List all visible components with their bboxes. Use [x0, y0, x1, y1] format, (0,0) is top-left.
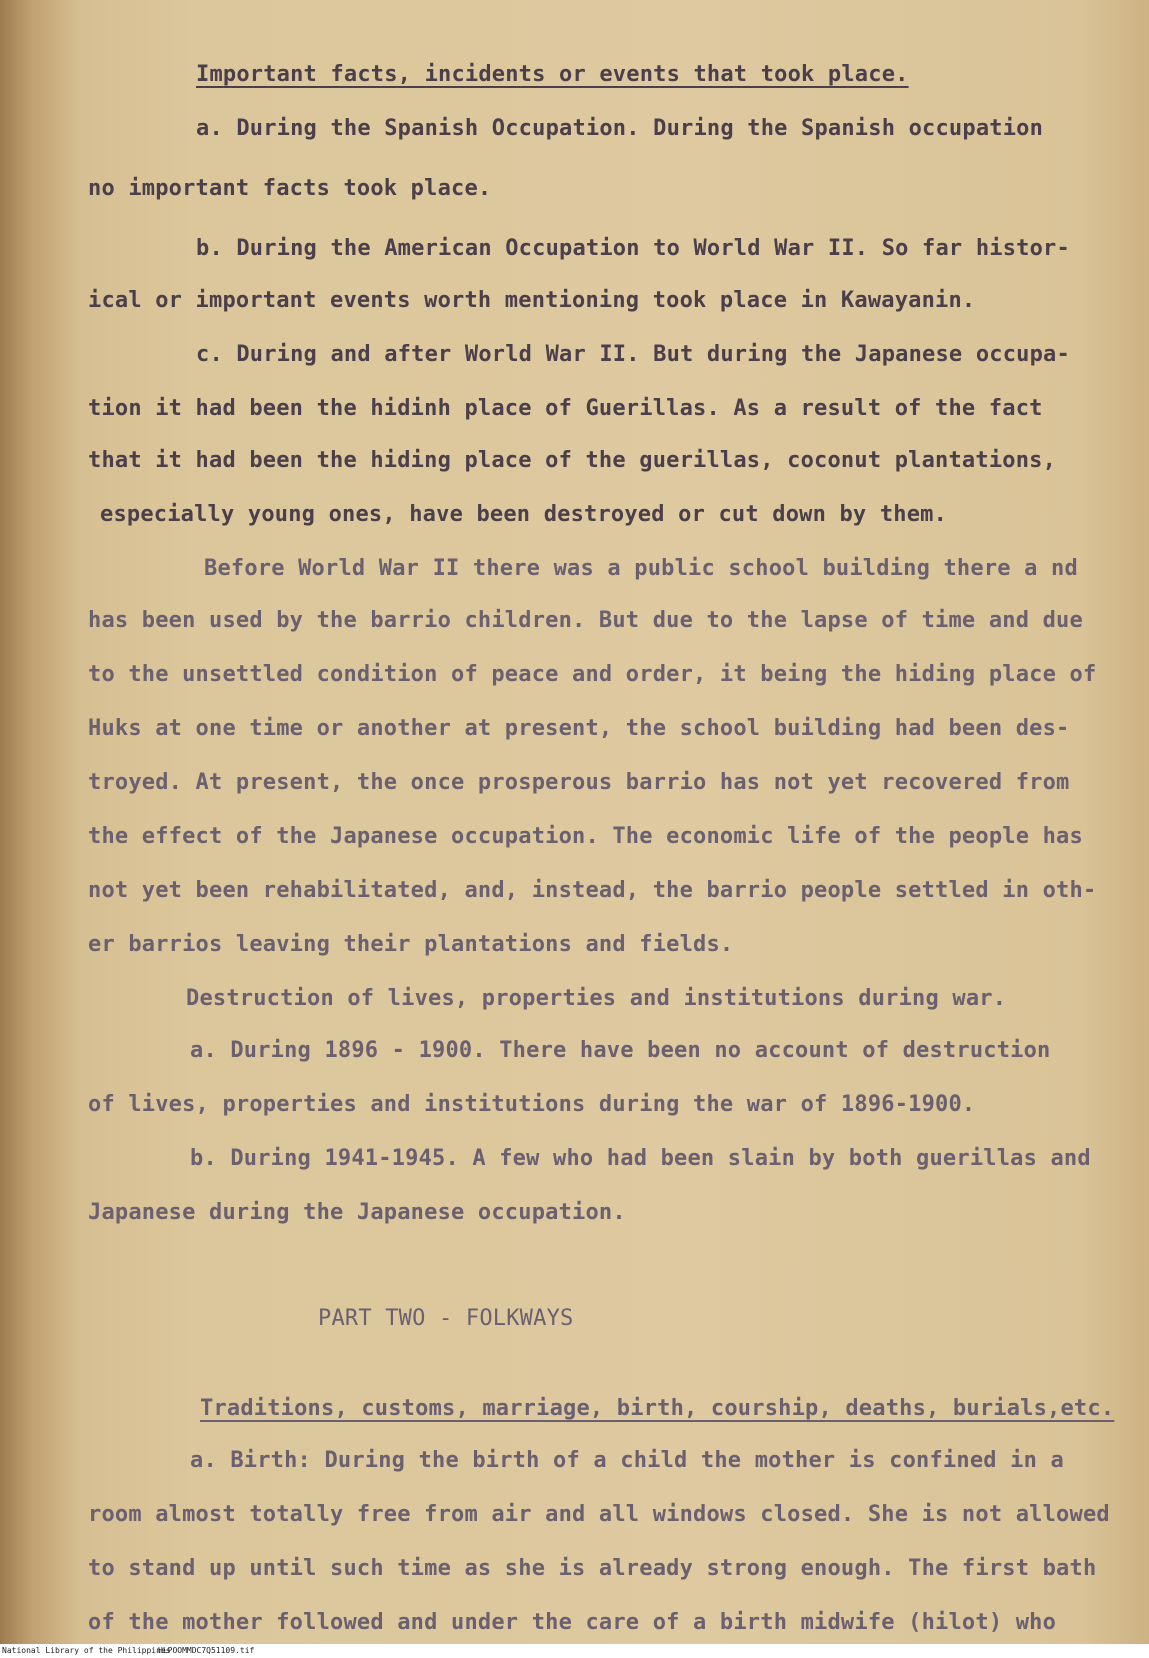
footer-library: National Library of the Philippines — [2, 1646, 171, 1655]
school-line-1: Before World War II there was a public school building there a nd — [204, 556, 1078, 581]
destruction-line-3: b. During 1941-1945. A few who had been slain by both guerillas and — [190, 1146, 1091, 1171]
school-line-5: troyed. At present, the once prosperous barrio has not yet recovered from — [88, 770, 1070, 795]
facts-line-5: c. During and after World War II. But during the Japanese occupa- — [196, 342, 1070, 367]
facts-line-8: especially young ones, have been destroyed or cut down by them. — [100, 502, 948, 527]
birth-line-4: of the mother followed and under the care of a birth midwife (hilot) who — [88, 1610, 1057, 1635]
destruction-line-2: of lives, properties and institutions during the war of 1896-1900. — [88, 1092, 976, 1117]
part-two-title: PART TWO - FOLKWAYS — [318, 1306, 574, 1331]
destruction-line-1: a. During 1896 - 1900. There have been no account of destruction — [190, 1038, 1051, 1063]
birth-line-3: to stand up until such time as she is already strong enough. The first bath — [88, 1556, 1097, 1581]
facts-line-2: no important facts took place. — [88, 176, 492, 201]
school-line-4: Huks at one time or another at present, the school building had been des- — [88, 716, 1070, 741]
school-line-2: has been used by the barrio children. But due to the lapse of time and due — [88, 608, 1083, 633]
heading-traditions: Traditions, customs, marriage, birth, courship, deaths, burials,etc. — [200, 1396, 1115, 1421]
facts-line-7: that it had been the hiding place of the guerillas, coconut plantations, — [88, 448, 1057, 473]
facts-line-6: tion it had been the hidinh place of Guerillas. As a result of the fact — [88, 396, 1043, 421]
birth-line-1: a. Birth: During the birth of a child the mother is confined in a — [190, 1448, 1064, 1473]
facts-line-3: b. During the American Occupation to World War II. So far histor- — [196, 236, 1070, 261]
facts-line-4: ical or important events worth mentioning took place in Kawayanin. — [88, 288, 976, 313]
facts-line-1: a. During the Spanish Occupation. During the Spanish occupation — [196, 116, 1044, 141]
birth-line-2: room almost totally free from air and all windows closed. She is not allowed — [88, 1502, 1110, 1527]
scan-footer — [0, 1644, 1149, 1658]
school-line-8: er barrios leaving their plantations and fields. — [88, 932, 734, 957]
destruction-line-4: Japanese during the Japanese occupation. — [88, 1200, 626, 1225]
footer-file-id: HLPOOMMDC7Q51109.tif — [158, 1646, 255, 1655]
school-line-7: not yet been rehabilitated, and, instead, the barrio people settled in oth- — [88, 878, 1097, 903]
heading-important-facts: Important facts, incidents or events that took place. — [196, 62, 909, 87]
destruction-heading: Destruction of lives, properties and institutions during war. — [186, 986, 1007, 1011]
school-line-6: the effect of the Japanese occupation. The economic life of the people has — [88, 824, 1083, 849]
school-line-3: to the unsettled condition of peace and order, it being the hiding place of — [88, 662, 1097, 687]
